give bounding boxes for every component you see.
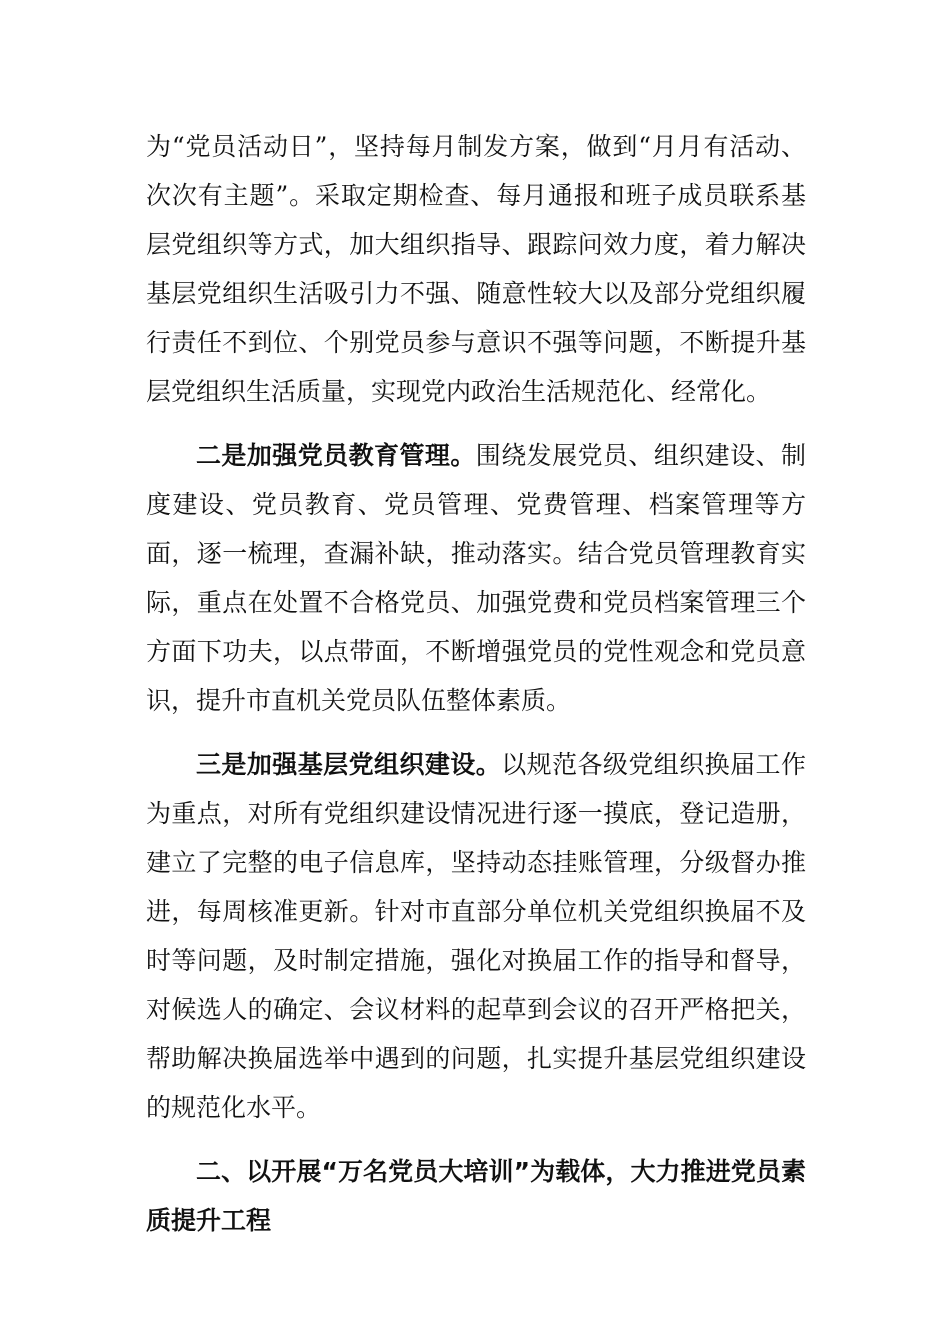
paragraph-continued bbox=[146, 122, 806, 416]
paragraph-text: 为“党员活动日”，坚持每月制发方案，做到“月月有活动、次次有主题”。采取定期检查、每月通报和班子成员联系基层党组织等方式，加大组织指导、跟踪问效力度，着力解决基层党组织生活吸引力不强、随意性较大以及部分党组织履行责任不到位、个别党员参与意识不强等问题，不断提升基层党组织生活质量，实现党内政治生活规范化、经常化。 bbox=[146, 132, 806, 406]
paragraph-grassroots-organization bbox=[146, 740, 806, 1132]
document-body bbox=[146, 122, 806, 1245]
section-heading: 二、以开展“万名党员大培训”为载体，大力推进党员素质提升工程 bbox=[146, 1157, 806, 1235]
paragraph-lead: 二是加强党员教育管理。 bbox=[196, 441, 476, 470]
paragraph-text: 以规范各级党组织换届工作为重点，对所有党组织建设情况进行逐一摸底，登记造册，建立了完整的电子信息库，坚持动态挂账管理，分级督办推进，每周核准更新。针对市直部分单位机关党组织换届不及时等问题，及时制定措施，强化对换届工作的指导和督导，对候选人的确定、会议材料的起草到会议的召开严格把关，帮助解决换届选举中遇到的问题，扎实提升基层党组织建设的规范化水平。 bbox=[146, 750, 806, 1122]
paragraph-party-member-education bbox=[146, 431, 806, 725]
paragraph-text: 围绕发展党员、组织建设、制度建设、党员教育、党员管理、党费管理、档案管理等方面，逐一梳理，查漏补缺，推动落实。结合党员管理教育实际，重点在处置不合格党员、加强党费和党员档案管理三个方面下功夫，以点带面，不断增强党员的党性观念和党员意识，提升市直机关党员队伍整体素质。 bbox=[146, 441, 806, 715]
paragraph-lead: 三是加强基层党组织建设。 bbox=[196, 750, 502, 779]
